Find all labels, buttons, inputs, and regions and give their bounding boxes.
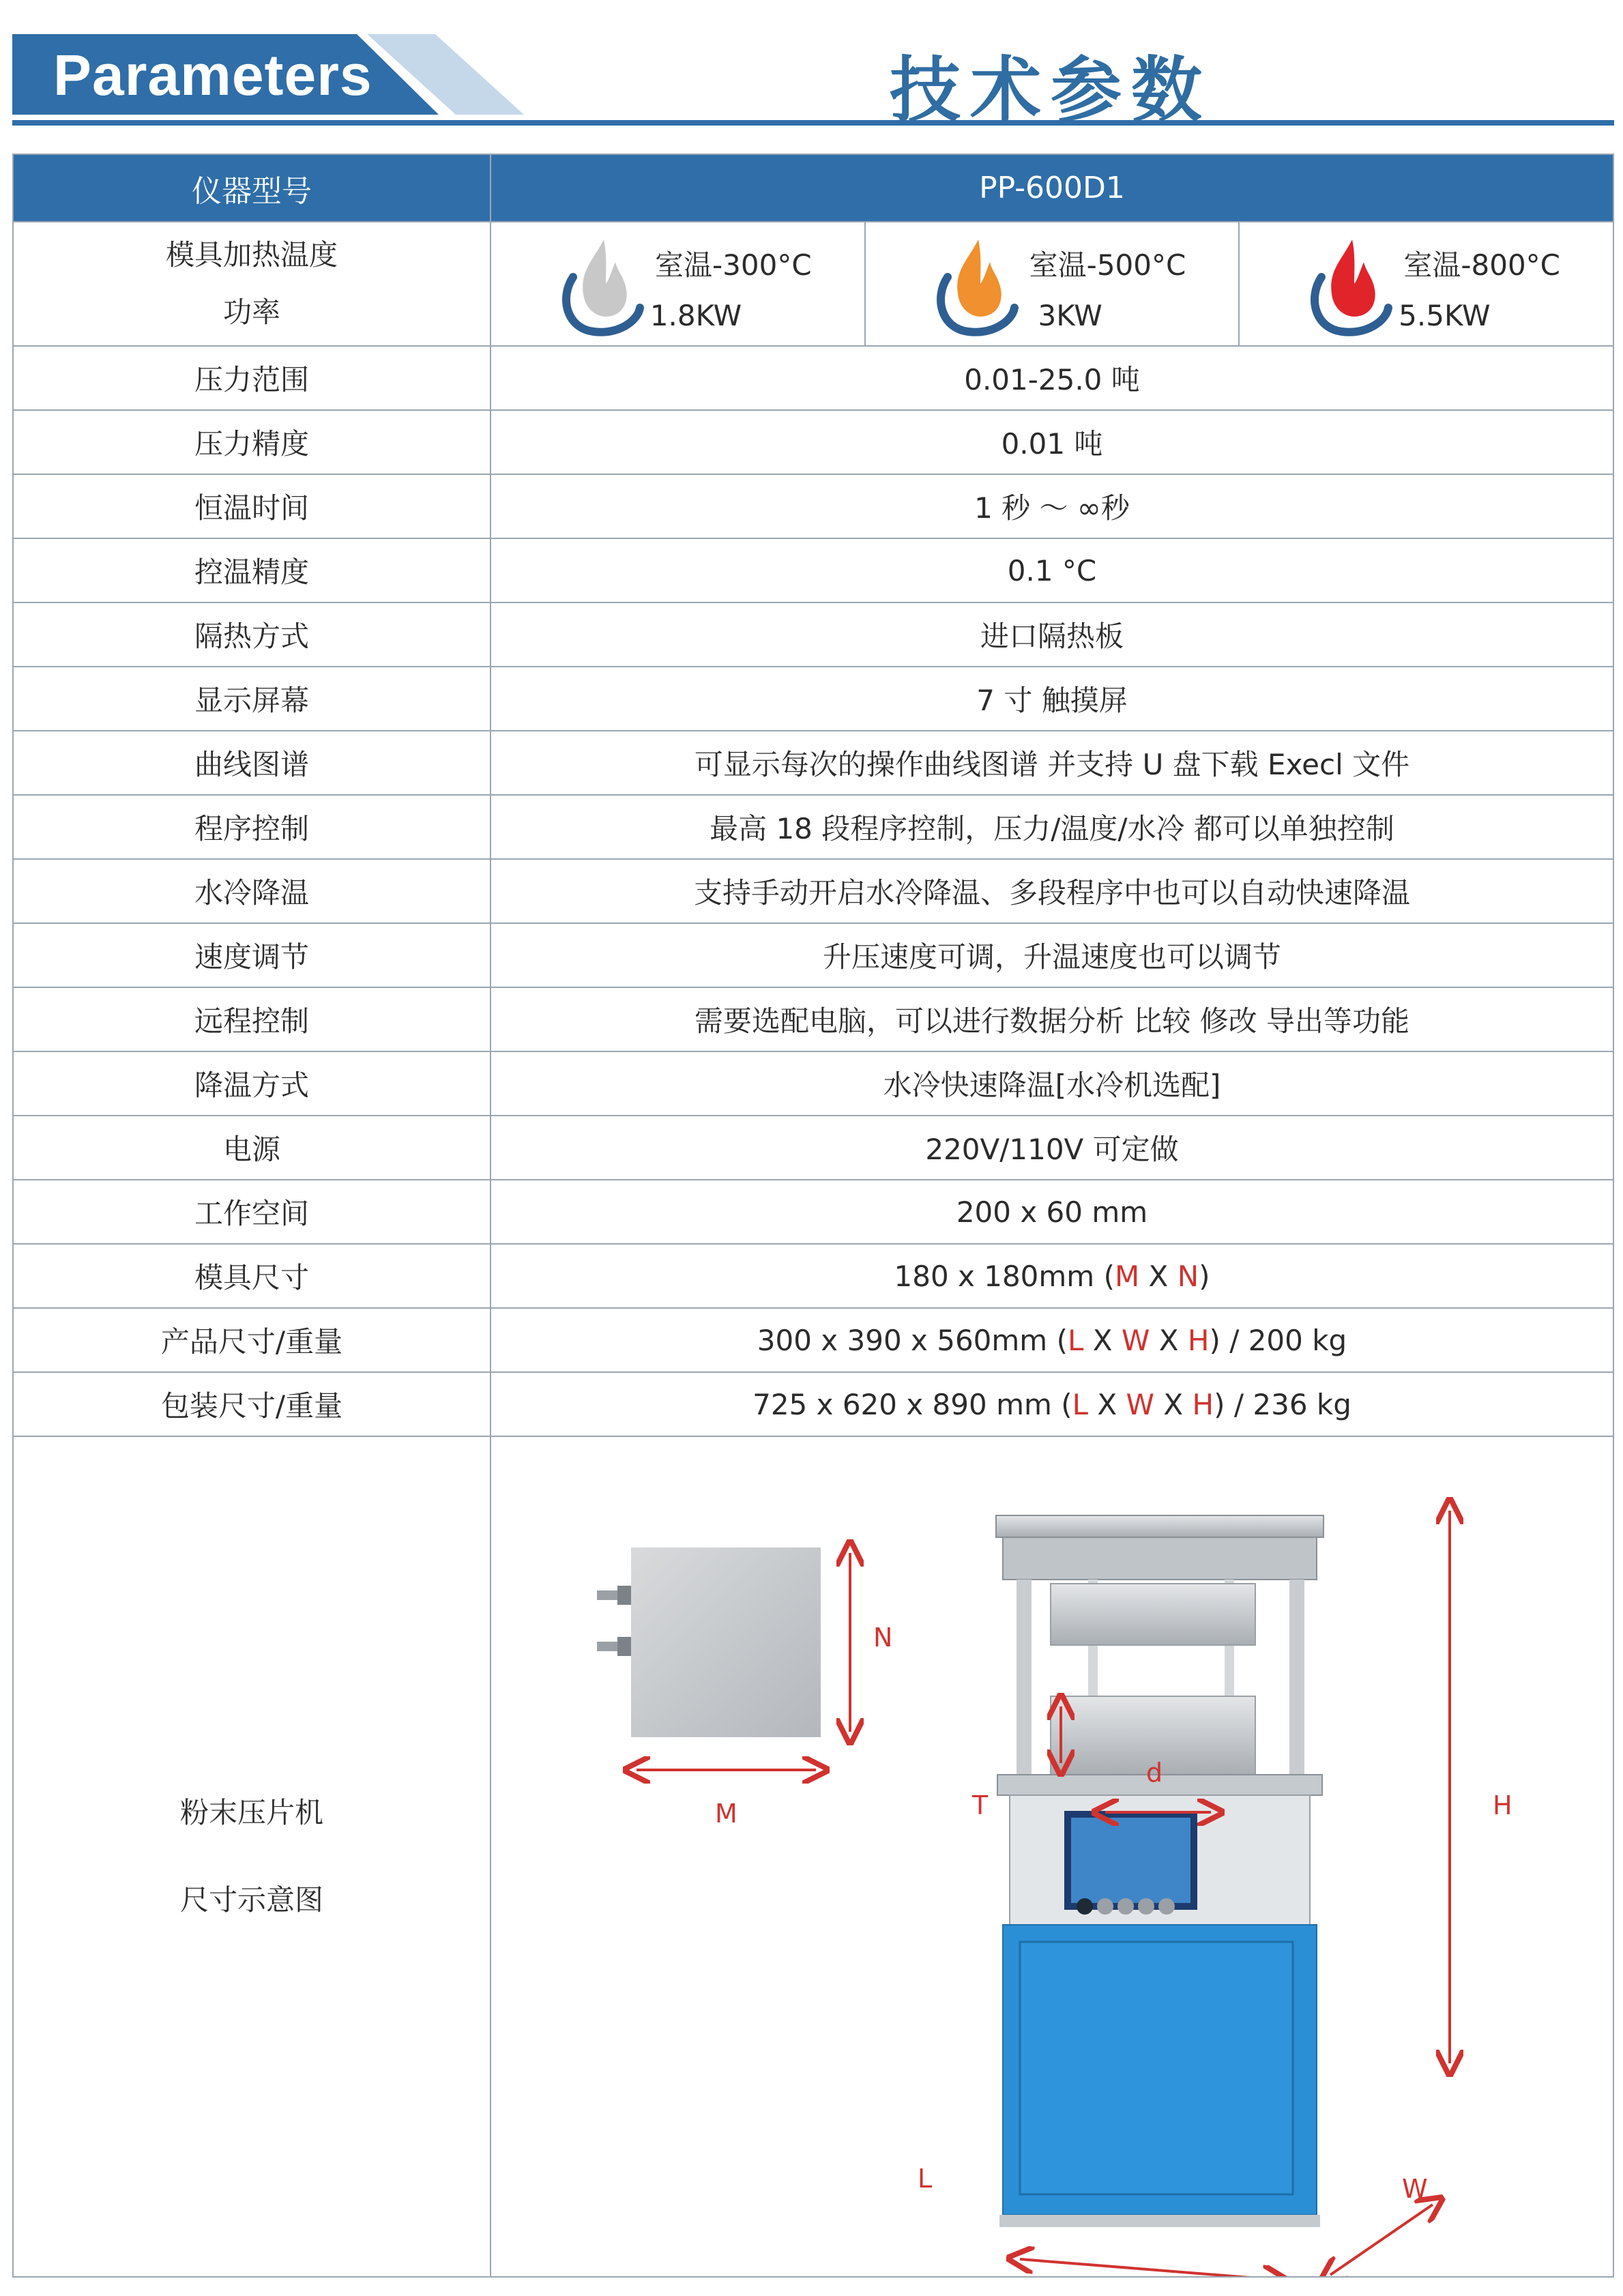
table-row xyxy=(13,1116,1613,1180)
text-part: 725 x 620 x 890 mm ( xyxy=(752,1387,1072,1421)
diagram-label-desc: 尺寸示意图 xyxy=(179,1883,323,1917)
row-value: 0.01 吨 xyxy=(491,410,1613,474)
row-value: 支持手动开启水冷降温、多段程序中也可以自动快速降温 xyxy=(491,859,1613,923)
row-label: 速度调节 xyxy=(13,923,491,987)
heat-label xyxy=(13,222,491,346)
mold-size-row xyxy=(13,1244,1613,1308)
product-size-value xyxy=(491,1308,1613,1372)
package-size-row xyxy=(13,1372,1613,1436)
table-row xyxy=(13,538,1613,602)
mold-size-value xyxy=(491,1244,1613,1308)
heat-temp: 室温-300°C xyxy=(655,248,812,282)
heat-temp: 室温-500°C xyxy=(1029,248,1186,282)
row-label: 工作空间 xyxy=(13,1180,491,1244)
row-value: 水冷快速降温[水冷机选配] xyxy=(491,1051,1613,1116)
dim-mark: W xyxy=(1126,1387,1155,1421)
diagram-cell xyxy=(491,1436,1613,2277)
heat-label-temp: 模具加热温度 xyxy=(165,238,338,272)
dim-label-l: L xyxy=(918,2164,933,2194)
dim-label-h: H xyxy=(1493,1790,1512,1820)
text-part: ) / 200 kg xyxy=(1209,1323,1347,1357)
row-label: 隔热方式 xyxy=(13,602,491,667)
heat-power: 1.8KW xyxy=(649,299,742,332)
row-label: 压力范围 xyxy=(13,346,491,410)
header-title-cn: 技术参数 xyxy=(889,48,1212,132)
table-row xyxy=(13,731,1613,795)
row-label: 程序控制 xyxy=(13,795,491,859)
text-part: 180 x 180mm ( xyxy=(894,1259,1115,1293)
table-row xyxy=(13,602,1613,667)
row-value: 7 寸 触摸屏 xyxy=(491,667,1613,731)
table-row xyxy=(13,1051,1613,1116)
row-label: 电源 xyxy=(13,1116,491,1180)
table-row xyxy=(13,410,1613,474)
text-part: ) xyxy=(1199,1259,1210,1293)
row-value: 需要选配电脑，可以进行数据分析 比较 修改 导出等功能 xyxy=(491,987,1613,1051)
row-value: 0.1 °C xyxy=(491,538,1613,602)
row-label: 降温方式 xyxy=(13,1051,491,1116)
dim-label-w: W xyxy=(1402,2174,1428,2204)
row-value: 进口隔热板 xyxy=(491,602,1613,667)
table-row xyxy=(13,667,1613,731)
dim-mark: L xyxy=(1067,1323,1084,1357)
diagram-row xyxy=(13,1436,1613,2277)
model-value: PP-600D1 xyxy=(491,154,1613,222)
row-value: 220V/110V 可定做 xyxy=(491,1116,1613,1180)
press-machine xyxy=(996,1515,1324,2227)
row-label: 显示屏幕 xyxy=(13,667,491,731)
heat-label-power: 功率 xyxy=(222,295,280,329)
dim-label-d: d xyxy=(1146,1758,1163,1788)
table-row xyxy=(13,987,1613,1051)
dim-label-m: M xyxy=(715,1799,737,1829)
text-part: X xyxy=(1150,1323,1188,1357)
heat-power: 5.5KW xyxy=(1399,299,1491,332)
model-label: 仪器型号 xyxy=(13,154,491,222)
row-label: 产品尺寸/重量 xyxy=(13,1308,491,1372)
table-row xyxy=(13,795,1613,859)
heat-power: 3KW xyxy=(1038,299,1102,332)
table-row xyxy=(13,346,1613,410)
heat-option-800 xyxy=(1240,222,1613,345)
heat-temp: 室温-800°C xyxy=(1403,248,1560,282)
table-header-row xyxy=(13,154,1613,222)
table-row xyxy=(13,1180,1613,1244)
row-label: 恒温时间 xyxy=(13,474,491,538)
heat-option-300 xyxy=(491,222,866,345)
dim-mark: H xyxy=(1192,1387,1214,1421)
dim-mark: W xyxy=(1121,1323,1150,1357)
row-label: 模具尺寸 xyxy=(13,1244,491,1308)
row-label: 水冷降温 xyxy=(13,859,491,923)
row-label: 控温精度 xyxy=(13,538,491,602)
dimension-diagram xyxy=(491,1437,1614,2276)
header-title-en: Parameters xyxy=(53,43,372,107)
dim-label-t: T xyxy=(972,1790,989,1820)
row-value: 升压速度可调，升温速度也可以调节 xyxy=(491,923,1613,987)
table-row xyxy=(13,923,1613,987)
product-size-row xyxy=(13,1308,1613,1372)
text-part: X xyxy=(1083,1323,1122,1357)
row-label: 曲线图谱 xyxy=(13,731,491,795)
row-value: 0.01-25.0 吨 xyxy=(491,346,1613,410)
heat-row xyxy=(13,222,1613,346)
row-label: 远程控制 xyxy=(13,987,491,1051)
row-value: 最高 18 段程序控制，压力/温度/水冷 都可以单独控制 xyxy=(491,795,1613,859)
dim-mark: H xyxy=(1187,1323,1210,1357)
table-row xyxy=(13,474,1613,538)
text-part: X xyxy=(1088,1387,1126,1421)
row-label: 包装尺寸/重量 xyxy=(13,1372,491,1436)
table-row xyxy=(13,859,1613,923)
row-value: 1 秒 ～ ∞秒 xyxy=(491,474,1613,538)
dim-mark: N xyxy=(1177,1259,1199,1293)
text-part: X xyxy=(1154,1387,1193,1421)
dim-label-n: N xyxy=(873,1623,893,1653)
diagram-label-name: 粉末压片机 xyxy=(179,1796,323,1829)
dim-mark: M xyxy=(1114,1259,1140,1293)
diagram-label xyxy=(13,1436,491,2277)
text-part: 300 x 390 x 560mm ( xyxy=(757,1323,1068,1357)
package-size-value xyxy=(491,1372,1613,1436)
heat-option-500 xyxy=(866,222,1240,345)
mold-plate xyxy=(597,1547,821,1737)
row-value: 可显示每次的操作曲线图谱 并支持 U 盘下载 Execl 文件 xyxy=(491,731,1613,795)
heat-options xyxy=(491,222,1613,346)
dim-mark: L xyxy=(1072,1387,1089,1421)
row-value: 200 x 60 mm xyxy=(491,1180,1613,1244)
parameters-table xyxy=(12,154,1614,2278)
row-label: 压力精度 xyxy=(13,410,491,474)
text-part: X xyxy=(1139,1259,1178,1293)
text-part: ) / 236 kg xyxy=(1214,1387,1351,1421)
